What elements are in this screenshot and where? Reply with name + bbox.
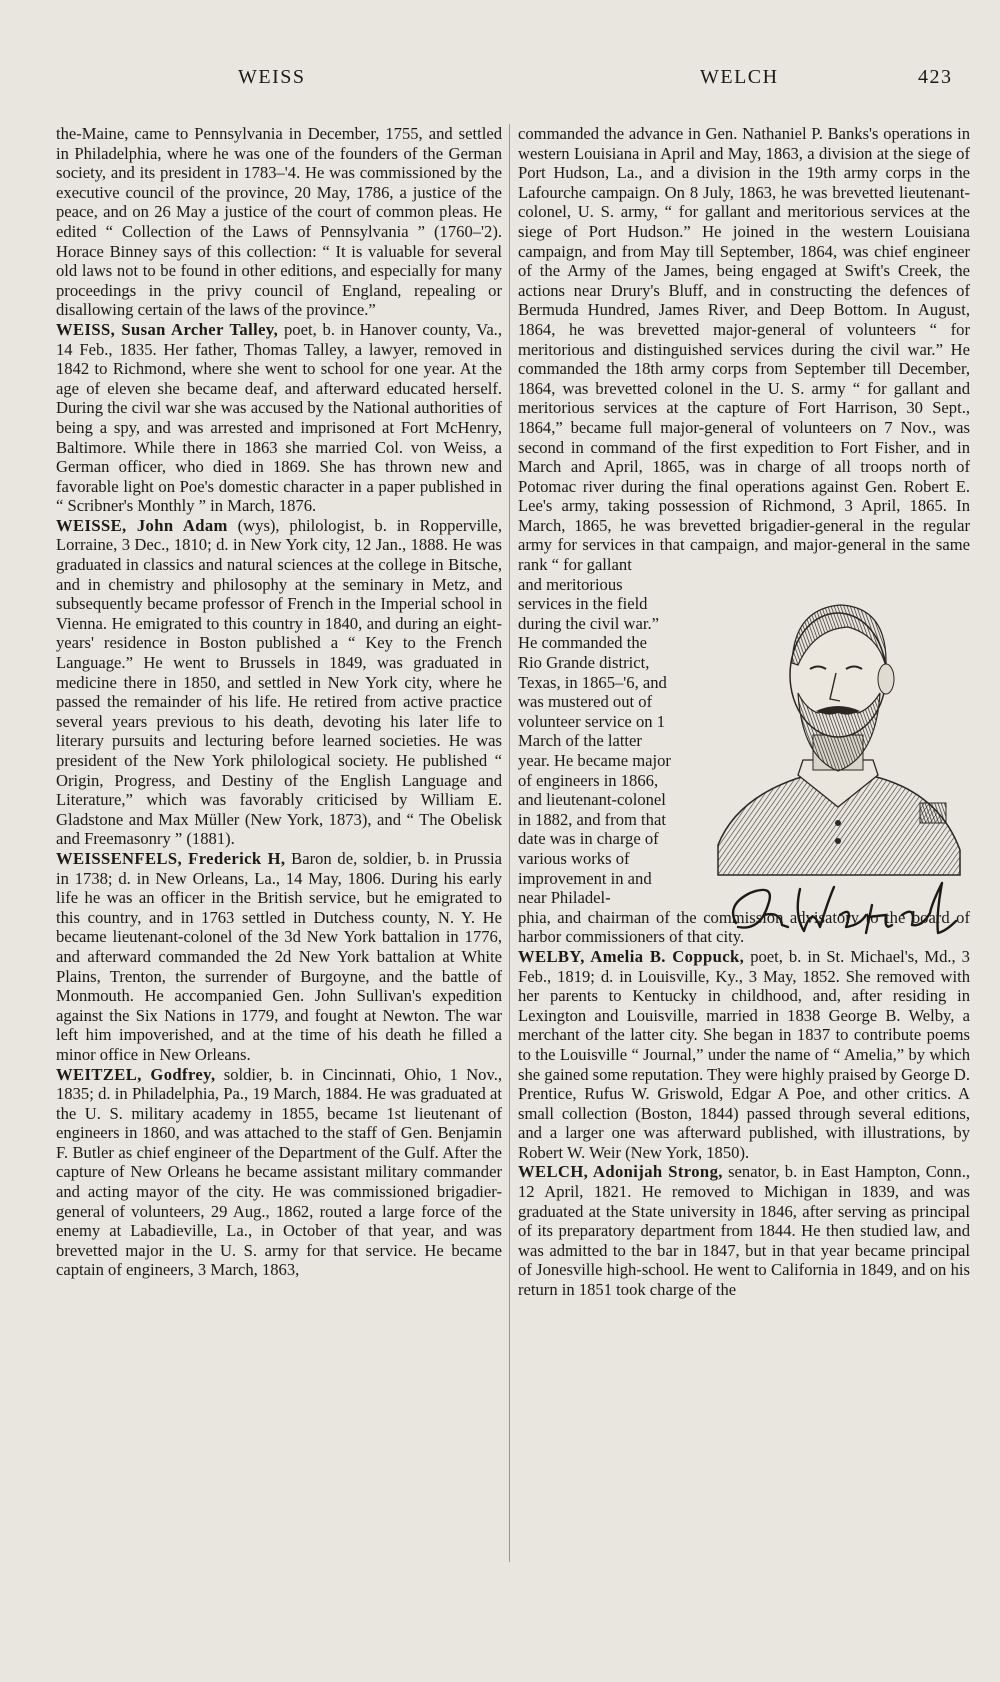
continued-paragraph-after-figure: phia, and chairman of the commission advisatory to the board of harbor commissioners of that city. xyxy=(518,907,970,947)
entry-headword: WEISS, Susan Archer Talley, xyxy=(56,319,279,339)
entry-body: soldier, b. in Cincinnati, Ohio, 1 Nov., 1835; d. in Philadelphia, Pa., 19 March, 1884. He was graduated at the U. S. military academy in 1855, became 1st lieutenant of engineers in 1860, and was attached to the staff of Gen. Benjamin F. Butler as chief engineer of the Department of the Gulf. After the capture of New Orleans he became assistant military commander and acting mayor of the city. He was commissioned brigadier-general of volunteers, 29 Aug., 1862, routed a large force of the enemy at Labadieville, La., in October of that year, and was brevetted major in the U. S. army for that service. He became captain of engineers, 3 March, 1863, xyxy=(56,1064,502,1280)
entry-welch-adonijah xyxy=(518,1162,970,1299)
entry-body: (wys), philologist, b. in Ropperville, Lorraine, 3 Dec., 1810; d. in New York city, 12 Jan., 1888. He was graduated in classics and natural sciences at the college in Bitsche, and in chemistry and philosophy at the seminary in Metz, and subsequently became professor of French in the Imperial school in Vienna. He emigrated to this country in 1840, and during an eight-years' residence in Boston published a “ Key to the French Language.” He went to Brussels in 1849, was graduated in medicine there in 1850, and settled in New York city, where he passed the remainder of his life. He retired from active practice several years previous to his death, devoting his later life to literary pursuits and lecturing before learned societies. He was president of the New York philological society. He published “ Origin, Progress, and Destiny of the English Language and Literature,” which was favorably criticised by William E. Gladstone and Max Müller (New York, 1873), and “ The Obelisk and Freemasonry ” (1881). xyxy=(56,515,502,849)
entry-body: Baron de, soldier, b. in Prussia in 1738; d. in New Orleans, La., 14 May, 1806. During his early life he was an officer in the British service, but he emigrated to this country, and in 1763 settled in Dutchess county, N. Y. He became lieutenant-colonel of the 3d New York battalion in 1776, and afterward commanded the 2d New York battalion at White Plains, Trenton, the surrender of Burgoyne, and the battle of Monmouth. He accompanied Gen. John Sullivan's expedition against the Six Nations in 1779, and fought at Newton. The war left him impoverished, and at the time of his death he filled a minor office in New Orleans. xyxy=(56,848,502,1064)
column-divider xyxy=(509,124,510,1562)
entry-weitzel-godfrey xyxy=(56,1065,502,1281)
header-right-word: WELCH xyxy=(700,66,779,88)
entry-weissenfels-frederick xyxy=(56,849,502,1065)
entry-headword: WELCH, Adonijah Strong, xyxy=(518,1162,723,1182)
entry-headword: WEISSENFELS, Frederick H, xyxy=(56,848,286,868)
header-left-word: WEISS xyxy=(238,66,306,88)
page-number: 423 xyxy=(918,66,953,88)
continued-paragraph: commanded the advance in Gen. Nathaniel P. Banks's operations in western Louisiana in April and May, 1863, a division at the siege of Port Hudson, La., and a division in the 19th army corps in the Lafourche campaign. On 8 July, 1863, he was brevetted lieutenant-colonel, U. S. army, “ for gallant and meritorious services at the siege of Port Hudson.” He joined in the western Louisiana campaign, and from May till September, 1864, was chief engineer of the Army of the James, being engaged at Swift's Creek, the actions near Drury's Bluff, and in constructing the defences of Bermuda Hundred, James River, and Deep Bottom. In August, 1864, he was brevetted major-general of volunteers “ for meritorious and distinguished services during the civil war.” He commanded the 18th army corps from September till December, 1864, was brevetted colonel in the U. S. army “ for gallant and meritorious services at the capture of Fort Harrison, 30 Sept., 1864,” became full major-general of volunteers on 7 Nov., was second in command of the first expedition to Fort Fisher, and in March and April, 1865, was in charge of all troops north of Potomac river during the final operations against Gen. Robert E. Lee's army, taking possession of Richmond, 3 April, 1865. In March, 1865, he was brevetted brigadier-general in the regular army for services in that campaign, and major-general in the same rank “ for gallant xyxy=(518,124,970,575)
right-column xyxy=(518,124,970,1300)
entry-headword: WELBY, Amelia B. Coppuck, xyxy=(518,946,745,966)
entry-headword: WEISSE, John Adam xyxy=(56,515,228,535)
wrapped-text: and meritorious services in the field during the civil war.” He commanded the Rio Grande district, Texas, in 1865–'6, and was mustered out of volunteer service on 1 March of the latter year. He became major of engineers in 1866, and lieutenant-colonel in 1882, and from that date was in charge of various works of improvement in and near Philadel- xyxy=(518,574,671,908)
entry-welby-amelia xyxy=(518,947,970,1163)
continued-paragraph: the-Maine, came to Pennsylvania in December, 1755, and settled in Philadelphia, where he was one of the founders of the German society, and its president in 1783–'4. He was commissioned by the executive council of the province, 20 May, 1786, a justice of the peace, and on 26 May a justice of the court of common pleas. He edited “ Collection of the Laws of Pennsylvania ” (1760–'2). Horace Binney says of this collection: “ It is valuable for several old laws not to be found in other editions, and especially for many proceedings in the privy council of England, repealing or disallowing certain of the laws of the province.” xyxy=(56,124,502,320)
entry-body: poet, b. in Hanover county, Va., 14 Feb., 1835. Her father, Thomas Talley, a lawyer, removed in 1842 to Richmond, where she went to school for one year. At the age of eleven she became deaf, and afterward educated herself. During the civil war she was accused by the National authorities of being a spy, and was arrested and imprisoned at Fort McHenry, Baltimore. While there in 1863 she married Col. von Weiss, a German officer, who died in 1869. She has thrown new and favorable light on Poe's domestic character in a paper published in “ Scribner's Monthly ” in March, 1876. xyxy=(56,319,502,516)
entry-headword: WEITZEL, Godfrey, xyxy=(56,1064,216,1084)
entry-weiss-susan xyxy=(56,320,502,516)
entry-weisse-john xyxy=(56,516,502,849)
portrait-wrap-area xyxy=(518,575,970,908)
running-header xyxy=(0,66,1000,96)
entry-body: poet, b. in St. Michael's, Md., 3 Feb., 1819; d. in Louisville, Ky., 3 May, 1852. She removed with her parents to Kentucky in childhood, and, after residing in Lexington and Louisville, married in 1838 George B. Welby, a merchant of the latter city. She began in 1837 to contribute poems to the Louisville “ Journal,” under the name of “ Amelia,” by which she gained some reputation. They were highly praised by George D. Prentice, Rufus W. Griswold, Edgar A Poe, and other critics. A small collection (Boston, 1844) passed through several editions, and a larger one was afterward published, with illustrations, by Robert W. Weir (New York, 1850). xyxy=(518,946,970,1162)
left-column xyxy=(56,124,502,1280)
entry-body: senator, b. in East Hampton, Conn., 12 April, 1821. He removed to Michigan in 1839, and was graduated at the State university in 1846, after serving as principal of its preparatory department from 1844. He then studied law, and was admitted to the bar in 1847, but in that year became principal of Jonesville high-school. He went to California in 1849, and on his return in 1851 took charge of the xyxy=(518,1162,970,1300)
weitzel-signature xyxy=(716,875,966,945)
